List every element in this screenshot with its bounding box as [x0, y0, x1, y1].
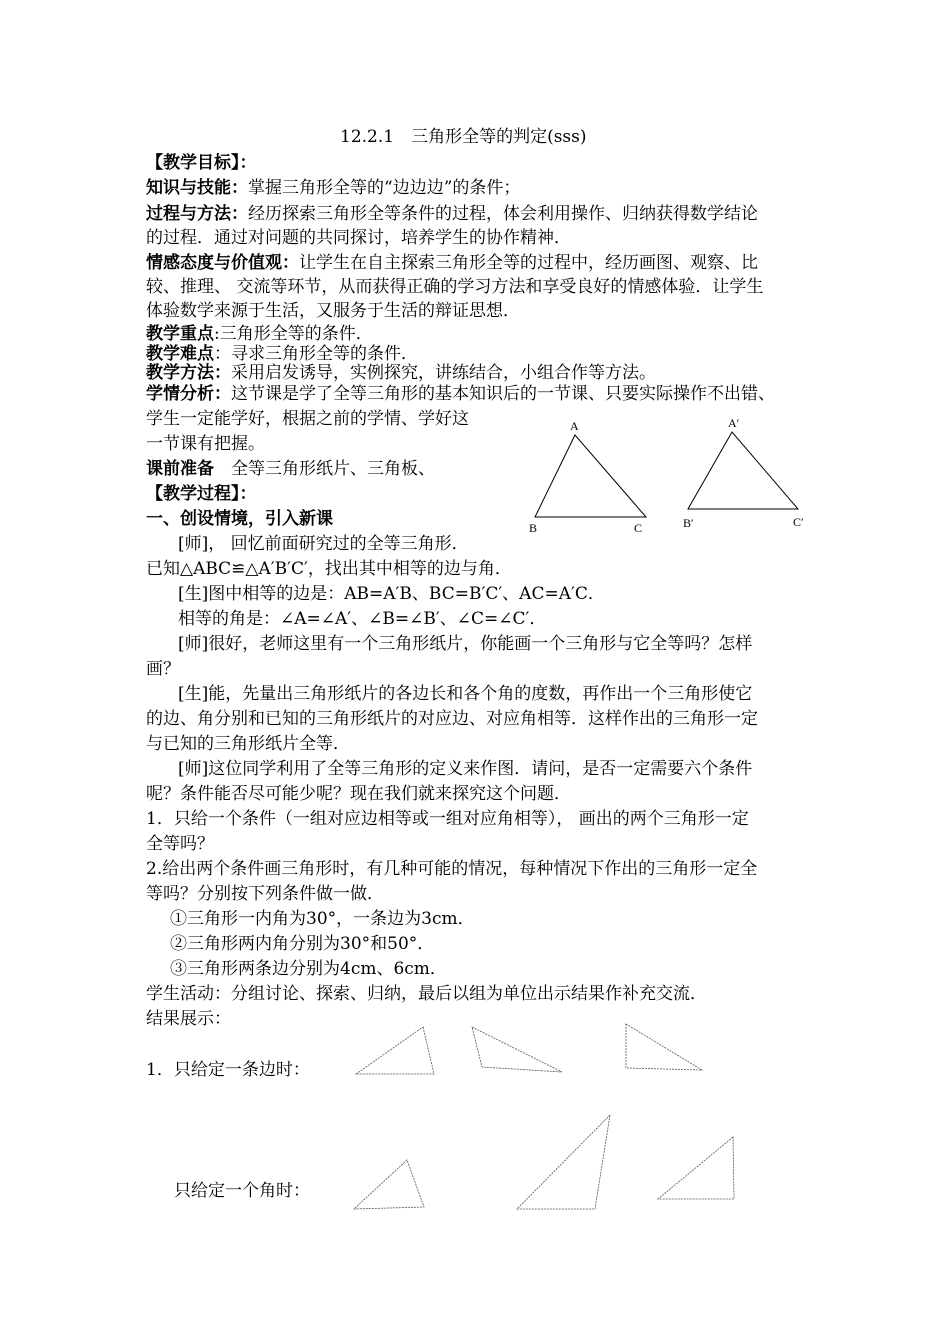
congruent-triangles-figure [520, 410, 820, 540]
label-c: C [634, 521, 643, 535]
knowledge-label: 知识与技能： [146, 178, 248, 198]
method-line [146, 362, 656, 384]
difficult-text: ：寻求三角形全等的条件． [214, 344, 418, 364]
angle-triangle-3 [658, 1137, 734, 1199]
dialogue-line: 的边、角分别和已知的三角形纸片的对应边、对应角相等．这样作出的三角形一定 [146, 709, 758, 729]
question-line: 2.给出两个条件画三角形时，有几种可能的情况，每种情况下作出的三角形一定全 [146, 859, 758, 879]
prep-label: 课前准备 [146, 459, 214, 479]
process-text-1: 经历探索三角形全等条件的过程，体会利用操作、归纳获得数学结论 [248, 204, 758, 224]
process-label: 过程与方法： [146, 204, 248, 224]
triangle-abc [535, 435, 646, 517]
objectives-heading: 【教学目标】： [146, 153, 257, 173]
key-line [146, 323, 373, 345]
one-angle-triangles [345, 1112, 745, 1222]
prep-line [146, 458, 435, 480]
dialogue-line: [师]很好，老师这里有一个三角形纸片，你能画一个三角形与它全等吗？怎样 [178, 634, 753, 654]
dialogue-line: 画？ [146, 659, 180, 679]
dialogue-line: 与已知的三角形纸片全等． [146, 734, 350, 754]
section-heading: 一、创设情境，引入新课 [146, 509, 333, 529]
process-heading: 【教学过程】： [146, 484, 257, 504]
method-label: 教学方法： [146, 363, 231, 383]
side-triangle-2 [472, 1027, 562, 1072]
condition-line: ②三角形两内角分别为30°和50°． [170, 934, 435, 954]
key-label: 教学重点 [146, 324, 214, 344]
difficult-label: 教学难点 [146, 344, 214, 364]
one-side-triangles [350, 1022, 710, 1082]
side-triangle-1 [356, 1027, 434, 1074]
dialogue-line: 呢？条件能否尽可能少呢？现在我们就来探究这个问题． [146, 784, 571, 804]
question-line: 全等吗？ [146, 834, 214, 854]
prep-text: 全等三角形纸片、三角板、 [214, 459, 435, 479]
side-triangle-3 [626, 1024, 702, 1070]
process-line-1 [146, 203, 758, 225]
emotion-text-2: 较、推理、 交流等环节，从而获得正确的学习方法和享受良好的情感体验．让学生 [146, 277, 764, 297]
emotion-line-1 [146, 252, 758, 274]
knowledge-line [146, 177, 520, 199]
knowledge-text: 掌握三角形全等的“边边边”的条件； [248, 178, 521, 198]
dialogue-line: [生]能，先量出三角形纸片的各边长和各个角的度数，再作出一个三角形使它 [178, 684, 753, 704]
condition-line: ③三角形两条边分别为4cm、6cm． [170, 959, 447, 979]
emotion-label: 情感态度与价值观： [146, 253, 299, 273]
dialogue-line: [师]这位同学利用了全等三角形的定义来作图．请问，是否一定需要六个条件 [178, 759, 753, 779]
page-title: 12.2.1 三角形全等的判定(sss) [340, 127, 587, 147]
dialogue-line: 相等的角是：∠A=∠A′、∠B=∠B′、∠C=∠C′． [178, 609, 547, 629]
dialogue-line: [师]， 回忆前面研究过的全等三角形． [178, 534, 469, 554]
question-line: 1．只给一个条件（一组对应边相等或一组对应角相等）， 画出的两个三角形一定 [146, 809, 749, 829]
label-a-prime: A′ [728, 416, 740, 430]
activity-line: 学生活动：分组讨论、探索、归纳，最后以组为单位出示结果作补充交流． [146, 984, 707, 1004]
condition-line: ①三角形一内角为30°，一条边为3cm． [170, 909, 475, 929]
label-c-prime: C′ [793, 515, 804, 529]
method-text: 采用启发诱导，实例探究，讲练结合，小组合作等方法。 [231, 363, 656, 383]
result-line: 结果展示： [146, 1009, 231, 1029]
result-one-angle: 只给定一个角时： [174, 1181, 310, 1201]
emotion-text-1: 让学生在自主探索三角形全等的过程中，经历画图、观察、比 [299, 253, 758, 273]
triangle-abc-prime [688, 432, 798, 509]
key-text: :三角形全等的条件． [214, 324, 373, 344]
label-b: B [529, 521, 538, 535]
analysis-text-2: 学生一定能学好，根据之前的学情、学好这 [146, 409, 469, 429]
emotion-text-3: 体验数学来源于生活，又服务于生活的辩证思想． [146, 301, 520, 321]
question-line: 等吗？分别按下列条件做一做． [146, 884, 384, 904]
analysis-text-3: 一节课有把握。 [146, 434, 265, 454]
analysis-text-1: 这节课是学了全等三角形的基本知识后的一节课、只要实际操作不出错、 [231, 384, 775, 404]
label-a: A [570, 419, 579, 433]
angle-triangle-2 [517, 1115, 610, 1209]
dialogue-line: 已知△ABC≌△A′B′C′，找出其中相等的边与角． [146, 559, 512, 579]
analysis-line-1 [146, 383, 775, 405]
dialogue-line: [生]图中相等的边是：AB=A′B、BC=B′C′、AC=A′C． [178, 584, 605, 604]
analysis-label: 学情分析： [146, 384, 231, 404]
label-b-prime: B′ [683, 516, 694, 530]
process-text-2: 的过程．通过对问题的共同探讨，培养学生的协作精神． [146, 228, 571, 248]
result-one-side: 1．只给定一条边时： [146, 1060, 310, 1080]
angle-triangle-1 [354, 1160, 424, 1209]
